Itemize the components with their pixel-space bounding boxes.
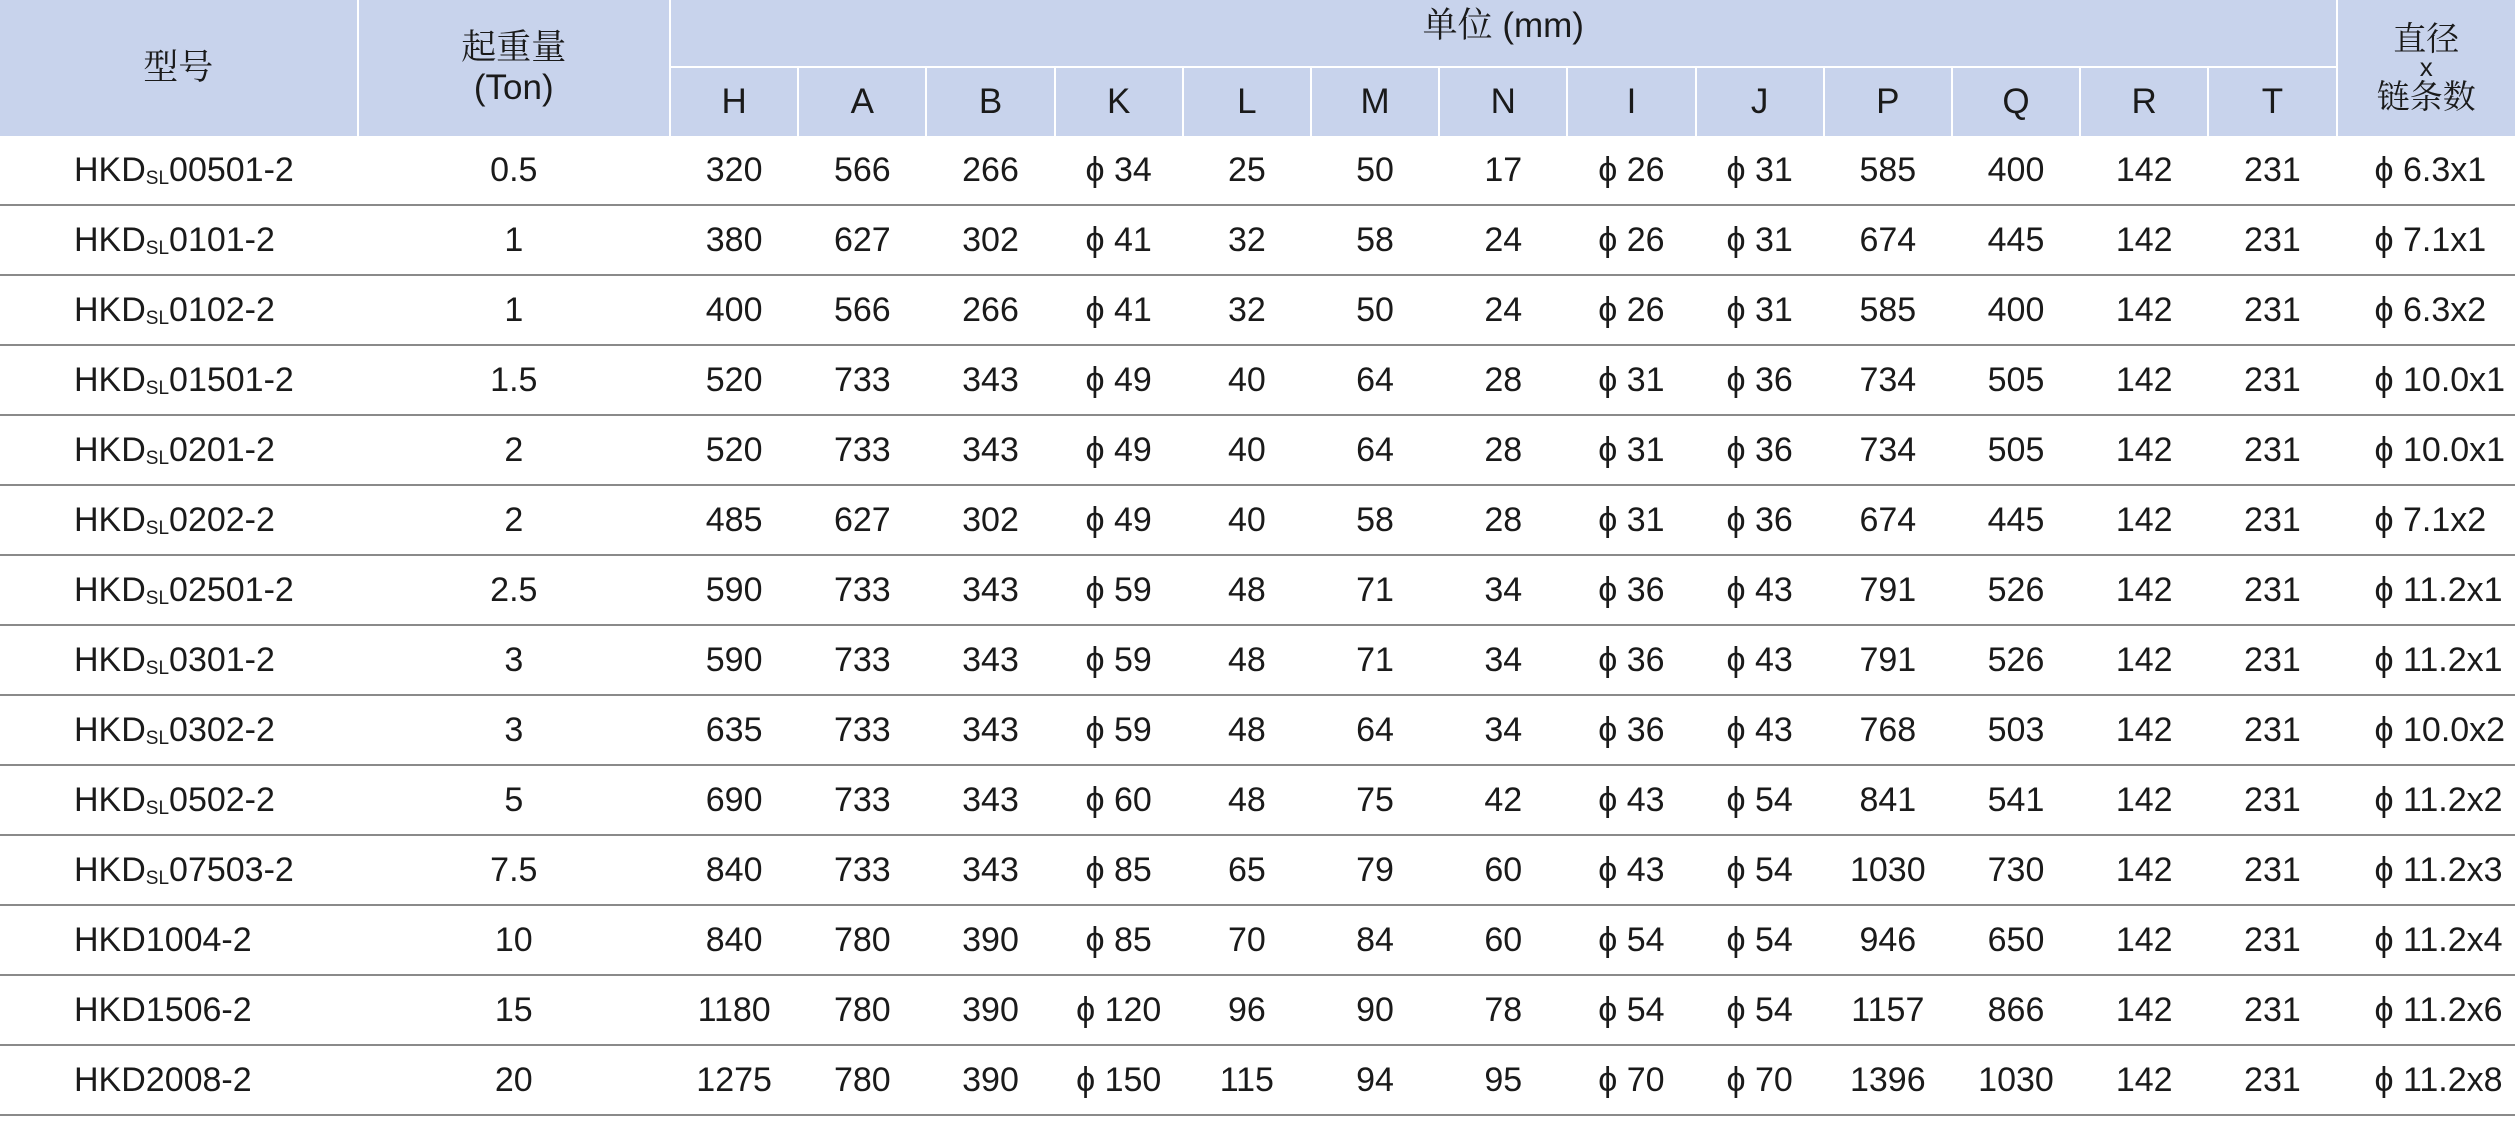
table-row	[0, 485, 2515, 555]
cell-load: 1.5	[358, 345, 670, 415]
cell-n: 34	[1439, 695, 1567, 765]
model-prefix: HKD1004-2	[74, 920, 252, 959]
cell-n: 42	[1439, 765, 1567, 835]
cell-model	[0, 975, 358, 1045]
cell-q: 400	[1952, 275, 2080, 345]
cell-q: 505	[1952, 345, 2080, 415]
cell-j: ϕ 54	[1696, 905, 1824, 975]
cell-t: 231	[2208, 275, 2336, 345]
cell-load: 1	[358, 275, 670, 345]
cell-j: ϕ 54	[1696, 765, 1824, 835]
cell-a: 733	[798, 765, 926, 835]
table-row	[0, 555, 2515, 625]
model-suffix: 0502-2	[169, 780, 275, 819]
cell-l: 32	[1183, 205, 1311, 275]
model-prefix: HKD	[74, 710, 146, 749]
cell-b: 343	[926, 695, 1054, 765]
cell-model	[0, 345, 358, 415]
cell-n: 95	[1439, 1045, 1567, 1115]
cell-m: 58	[1311, 485, 1439, 555]
cell-l: 40	[1183, 345, 1311, 415]
cell-k: ϕ 150	[1055, 1045, 1183, 1115]
cell-q: 503	[1952, 695, 2080, 765]
cell-k: ϕ 85	[1055, 905, 1183, 975]
cell-j: ϕ 70	[1696, 1045, 1824, 1115]
cell-p: 585	[1824, 275, 1952, 345]
cell-p: 734	[1824, 415, 1952, 485]
model-suffix: 02501-2	[169, 570, 294, 609]
cell-m: 64	[1311, 695, 1439, 765]
cell-chain: ϕ 7.1x1	[2337, 205, 2515, 275]
cell-r: 142	[2080, 555, 2208, 625]
header-col-l: L	[1183, 67, 1311, 136]
cell-load: 3	[358, 695, 670, 765]
cell-h: 840	[670, 905, 798, 975]
cell-b: 302	[926, 485, 1054, 555]
cell-l: 40	[1183, 415, 1311, 485]
cell-q: 1030	[1952, 1045, 2080, 1115]
cell-model	[0, 905, 358, 975]
header-chain-x: x	[2419, 52, 2433, 83]
model-prefix: HKD	[74, 150, 146, 189]
cell-j: ϕ 31	[1696, 205, 1824, 275]
model-subscript: SL	[145, 727, 170, 749]
cell-model	[0, 835, 358, 905]
cell-t: 231	[2208, 485, 2336, 555]
cell-a: 733	[798, 835, 926, 905]
model-prefix: HKD	[74, 360, 146, 399]
table-row	[0, 205, 2515, 275]
cell-b: 390	[926, 1045, 1054, 1115]
cell-j: ϕ 36	[1696, 485, 1824, 555]
header-col-n: N	[1439, 67, 1567, 136]
cell-k: ϕ 85	[1055, 835, 1183, 905]
cell-h: 520	[670, 345, 798, 415]
cell-chain: ϕ 11.2x2	[2337, 765, 2515, 835]
model-prefix: HKD	[74, 290, 146, 329]
cell-r: 142	[2080, 835, 2208, 905]
cell-model	[0, 205, 358, 275]
cell-h: 1275	[670, 1045, 798, 1115]
cell-t: 231	[2208, 555, 2336, 625]
model-suffix: 00501-2	[169, 150, 294, 189]
cell-k: ϕ 60	[1055, 765, 1183, 835]
header-col-i: I	[1567, 67, 1695, 136]
cell-chain: ϕ 6.3x1	[2337, 136, 2515, 205]
cell-model	[0, 695, 358, 765]
cell-n: 60	[1439, 905, 1567, 975]
cell-k: ϕ 59	[1055, 555, 1183, 625]
cell-b: 266	[926, 136, 1054, 205]
cell-j: ϕ 43	[1696, 625, 1824, 695]
cell-q: 541	[1952, 765, 2080, 835]
cell-m: 75	[1311, 765, 1439, 835]
cell-n: 28	[1439, 345, 1567, 415]
model-prefix: HKD	[74, 430, 146, 469]
cell-model	[0, 1045, 358, 1115]
cell-l: 40	[1183, 485, 1311, 555]
cell-r: 142	[2080, 485, 2208, 555]
cell-r: 142	[2080, 415, 2208, 485]
cell-q: 866	[1952, 975, 2080, 1045]
header-load-line2: (Ton)	[473, 68, 554, 107]
cell-k: ϕ 41	[1055, 275, 1183, 345]
table-body	[0, 136, 2515, 1115]
cell-p: 585	[1824, 136, 1952, 205]
cell-i: ϕ 31	[1567, 415, 1695, 485]
cell-i: ϕ 36	[1567, 695, 1695, 765]
cell-i: ϕ 26	[1567, 136, 1695, 205]
cell-m: 79	[1311, 835, 1439, 905]
cell-k: ϕ 49	[1055, 415, 1183, 485]
cell-h: 590	[670, 555, 798, 625]
cell-n: 28	[1439, 485, 1567, 555]
cell-j: ϕ 36	[1696, 345, 1824, 415]
header-col-m: M	[1311, 67, 1439, 136]
header-col-t: T	[2208, 67, 2336, 136]
model-suffix: 0301-2	[169, 640, 275, 679]
cell-p: 1030	[1824, 835, 1952, 905]
cell-b: 266	[926, 275, 1054, 345]
cell-m: 84	[1311, 905, 1439, 975]
cell-n: 28	[1439, 415, 1567, 485]
cell-k: ϕ 34	[1055, 136, 1183, 205]
cell-chain: ϕ 11.2x1	[2337, 625, 2515, 695]
cell-l: 48	[1183, 555, 1311, 625]
cell-n: 24	[1439, 275, 1567, 345]
header-model: 型号	[0, 0, 358, 136]
cell-r: 142	[2080, 905, 2208, 975]
header-load	[358, 0, 670, 136]
header-col-r: R	[2080, 67, 2208, 136]
cell-t: 231	[2208, 765, 2336, 835]
cell-p: 674	[1824, 205, 1952, 275]
cell-a: 733	[798, 345, 926, 415]
cell-a: 566	[798, 275, 926, 345]
cell-i: ϕ 36	[1567, 625, 1695, 695]
header-chain-line2: 链条数	[2376, 77, 2476, 115]
cell-q: 526	[1952, 555, 2080, 625]
cell-load: 5	[358, 765, 670, 835]
cell-k: ϕ 120	[1055, 975, 1183, 1045]
cell-t: 231	[2208, 905, 2336, 975]
cell-i: ϕ 70	[1567, 1045, 1695, 1115]
table-row	[0, 765, 2515, 835]
cell-load: 3	[358, 625, 670, 695]
cell-load: 10	[358, 905, 670, 975]
header-col-q: Q	[1952, 67, 2080, 136]
cell-l: 48	[1183, 695, 1311, 765]
model-subscript: SL	[145, 657, 170, 679]
table-header	[0, 0, 2515, 136]
cell-a: 780	[798, 975, 926, 1045]
cell-m: 50	[1311, 275, 1439, 345]
cell-chain: ϕ 11.2x1	[2337, 555, 2515, 625]
cell-a: 627	[798, 205, 926, 275]
cell-q: 730	[1952, 835, 2080, 905]
cell-q: 650	[1952, 905, 2080, 975]
table-row	[0, 905, 2515, 975]
cell-p: 791	[1824, 625, 1952, 695]
cell-m: 90	[1311, 975, 1439, 1045]
cell-a: 780	[798, 905, 926, 975]
cell-l: 65	[1183, 835, 1311, 905]
cell-m: 71	[1311, 555, 1439, 625]
cell-q: 505	[1952, 415, 2080, 485]
cell-p: 674	[1824, 485, 1952, 555]
model-subscript: SL	[145, 447, 170, 469]
header-col-p: P	[1824, 67, 1952, 136]
cell-b: 343	[926, 625, 1054, 695]
cell-l: 32	[1183, 275, 1311, 345]
cell-r: 142	[2080, 136, 2208, 205]
cell-b: 343	[926, 415, 1054, 485]
cell-b: 390	[926, 975, 1054, 1045]
cell-j: ϕ 43	[1696, 695, 1824, 765]
cell-a: 733	[798, 555, 926, 625]
cell-j: ϕ 36	[1696, 415, 1824, 485]
cell-b: 343	[926, 345, 1054, 415]
cell-load: 2	[358, 415, 670, 485]
cell-h: 635	[670, 695, 798, 765]
cell-b: 343	[926, 555, 1054, 625]
cell-i: ϕ 54	[1567, 905, 1695, 975]
cell-b: 343	[926, 765, 1054, 835]
cell-m: 64	[1311, 345, 1439, 415]
cell-b: 302	[926, 205, 1054, 275]
model-suffix: 0202-2	[169, 500, 275, 539]
header-load-line1: 起重量	[461, 27, 567, 67]
cell-h: 1180	[670, 975, 798, 1045]
cell-load: 0.5	[358, 136, 670, 205]
cell-i: ϕ 36	[1567, 555, 1695, 625]
cell-model	[0, 415, 358, 485]
cell-j: ϕ 54	[1696, 975, 1824, 1045]
cell-t: 231	[2208, 695, 2336, 765]
cell-model	[0, 625, 358, 695]
cell-n: 24	[1439, 205, 1567, 275]
cell-r: 142	[2080, 1045, 2208, 1115]
cell-a: 566	[798, 136, 926, 205]
header-unit: 单位 (mm)	[670, 0, 2336, 67]
cell-k: ϕ 49	[1055, 345, 1183, 415]
cell-t: 231	[2208, 345, 2336, 415]
cell-load: 20	[358, 1045, 670, 1115]
cell-r: 142	[2080, 975, 2208, 1045]
cell-k: ϕ 41	[1055, 205, 1183, 275]
model-subscript: SL	[145, 517, 170, 539]
cell-chain: ϕ 10.0x1	[2337, 345, 2515, 415]
cell-q: 400	[1952, 136, 2080, 205]
cell-l: 96	[1183, 975, 1311, 1045]
cell-h: 380	[670, 205, 798, 275]
cell-l: 48	[1183, 765, 1311, 835]
cell-m: 58	[1311, 205, 1439, 275]
model-suffix: 07503-2	[169, 850, 294, 889]
model-prefix: HKD	[74, 500, 146, 539]
model-suffix: 0201-2	[169, 430, 275, 469]
cell-i: ϕ 26	[1567, 275, 1695, 345]
model-prefix: HKD2008-2	[74, 1060, 252, 1099]
cell-a: 780	[798, 1045, 926, 1115]
table-row	[0, 345, 2515, 415]
model-suffix: 0102-2	[169, 290, 275, 329]
cell-q: 526	[1952, 625, 2080, 695]
cell-t: 231	[2208, 835, 2336, 905]
model-prefix: HKD	[74, 780, 146, 819]
cell-i: ϕ 31	[1567, 345, 1695, 415]
cell-b: 390	[926, 905, 1054, 975]
cell-r: 142	[2080, 695, 2208, 765]
header-chain-line1: 直径	[2393, 19, 2460, 57]
cell-r: 142	[2080, 345, 2208, 415]
cell-t: 231	[2208, 415, 2336, 485]
cell-l: 25	[1183, 136, 1311, 205]
model-subscript: SL	[145, 307, 170, 329]
header-chain	[2337, 0, 2515, 136]
table-row	[0, 695, 2515, 765]
cell-p: 1396	[1824, 1045, 1952, 1115]
cell-chain: ϕ 11.2x8	[2337, 1045, 2515, 1115]
cell-k: ϕ 49	[1055, 485, 1183, 555]
cell-t: 231	[2208, 975, 2336, 1045]
cell-chain: ϕ 7.1x2	[2337, 485, 2515, 555]
cell-k: ϕ 59	[1055, 625, 1183, 695]
cell-model	[0, 275, 358, 345]
cell-r: 142	[2080, 625, 2208, 695]
cell-m: 50	[1311, 136, 1439, 205]
cell-l: 115	[1183, 1045, 1311, 1115]
cell-h: 320	[670, 136, 798, 205]
cell-q: 445	[1952, 205, 2080, 275]
cell-n: 34	[1439, 555, 1567, 625]
cell-j: ϕ 43	[1696, 555, 1824, 625]
cell-load: 15	[358, 975, 670, 1045]
cell-r: 142	[2080, 205, 2208, 275]
cell-p: 791	[1824, 555, 1952, 625]
cell-l: 70	[1183, 905, 1311, 975]
cell-n: 34	[1439, 625, 1567, 695]
cell-p: 841	[1824, 765, 1952, 835]
header-col-a: A	[798, 67, 926, 136]
cell-load: 2.5	[358, 555, 670, 625]
cell-model	[0, 555, 358, 625]
cell-p: 1157	[1824, 975, 1952, 1045]
cell-h: 690	[670, 765, 798, 835]
model-subscript: SL	[145, 167, 170, 189]
table-row	[0, 975, 2515, 1045]
cell-p: 768	[1824, 695, 1952, 765]
model-prefix: HKD1506-2	[74, 990, 252, 1029]
cell-r: 142	[2080, 765, 2208, 835]
cell-t: 231	[2208, 625, 2336, 695]
table-row	[0, 1045, 2515, 1115]
cell-p: 946	[1824, 905, 1952, 975]
cell-load: 1	[358, 205, 670, 275]
model-suffix: 0101-2	[169, 220, 275, 259]
table-row	[0, 625, 2515, 695]
cell-h: 400	[670, 275, 798, 345]
cell-chain: ϕ 11.2x4	[2337, 905, 2515, 975]
table-row	[0, 275, 2515, 345]
model-prefix: HKD	[74, 850, 146, 889]
cell-h: 485	[670, 485, 798, 555]
cell-m: 64	[1311, 415, 1439, 485]
cell-chain: ϕ 11.2x3	[2337, 835, 2515, 905]
cell-k: ϕ 59	[1055, 695, 1183, 765]
table-row	[0, 835, 2515, 905]
cell-a: 733	[798, 625, 926, 695]
cell-t: 231	[2208, 205, 2336, 275]
cell-m: 94	[1311, 1045, 1439, 1115]
cell-h: 520	[670, 415, 798, 485]
cell-h: 840	[670, 835, 798, 905]
cell-i: ϕ 43	[1567, 765, 1695, 835]
header-col-j: J	[1696, 67, 1824, 136]
cell-j: ϕ 31	[1696, 275, 1824, 345]
cell-b: 343	[926, 835, 1054, 905]
model-prefix: HKD	[74, 640, 146, 679]
model-subscript: SL	[145, 377, 170, 399]
model-prefix: HKD	[74, 220, 146, 259]
cell-h: 590	[670, 625, 798, 695]
cell-l: 48	[1183, 625, 1311, 695]
cell-a: 733	[798, 415, 926, 485]
cell-i: ϕ 31	[1567, 485, 1695, 555]
cell-model	[0, 485, 358, 555]
header-col-b: B	[926, 67, 1054, 136]
cell-model	[0, 136, 358, 205]
cell-t: 231	[2208, 1045, 2336, 1115]
cell-a: 627	[798, 485, 926, 555]
cell-a: 733	[798, 695, 926, 765]
model-subscript: SL	[145, 867, 170, 889]
cell-chain: ϕ 10.0x1	[2337, 415, 2515, 485]
cell-t: 231	[2208, 136, 2336, 205]
cell-chain: ϕ 10.0x2	[2337, 695, 2515, 765]
model-subscript: SL	[145, 237, 170, 259]
cell-n: 17	[1439, 136, 1567, 205]
cell-m: 71	[1311, 625, 1439, 695]
table-row	[0, 415, 2515, 485]
cell-j: ϕ 31	[1696, 136, 1824, 205]
table-row	[0, 136, 2515, 205]
cell-load: 7.5	[358, 835, 670, 905]
cell-r: 142	[2080, 275, 2208, 345]
cell-model	[0, 765, 358, 835]
model-suffix: 01501-2	[169, 360, 294, 399]
cell-chain: ϕ 6.3x2	[2337, 275, 2515, 345]
model-prefix: HKD	[74, 570, 146, 609]
cell-q: 445	[1952, 485, 2080, 555]
cell-i: ϕ 26	[1567, 205, 1695, 275]
header-col-h: H	[670, 67, 798, 136]
cell-i: ϕ 43	[1567, 835, 1695, 905]
cell-j: ϕ 54	[1696, 835, 1824, 905]
cell-load: 2	[358, 485, 670, 555]
header-col-k: K	[1055, 67, 1183, 136]
model-subscript: SL	[145, 797, 170, 819]
model-suffix: 0302-2	[169, 710, 275, 749]
cell-chain: ϕ 11.2x6	[2337, 975, 2515, 1045]
cell-n: 60	[1439, 835, 1567, 905]
cell-p: 734	[1824, 345, 1952, 415]
model-subscript: SL	[145, 587, 170, 609]
cell-i: ϕ 54	[1567, 975, 1695, 1045]
cell-n: 78	[1439, 975, 1567, 1045]
